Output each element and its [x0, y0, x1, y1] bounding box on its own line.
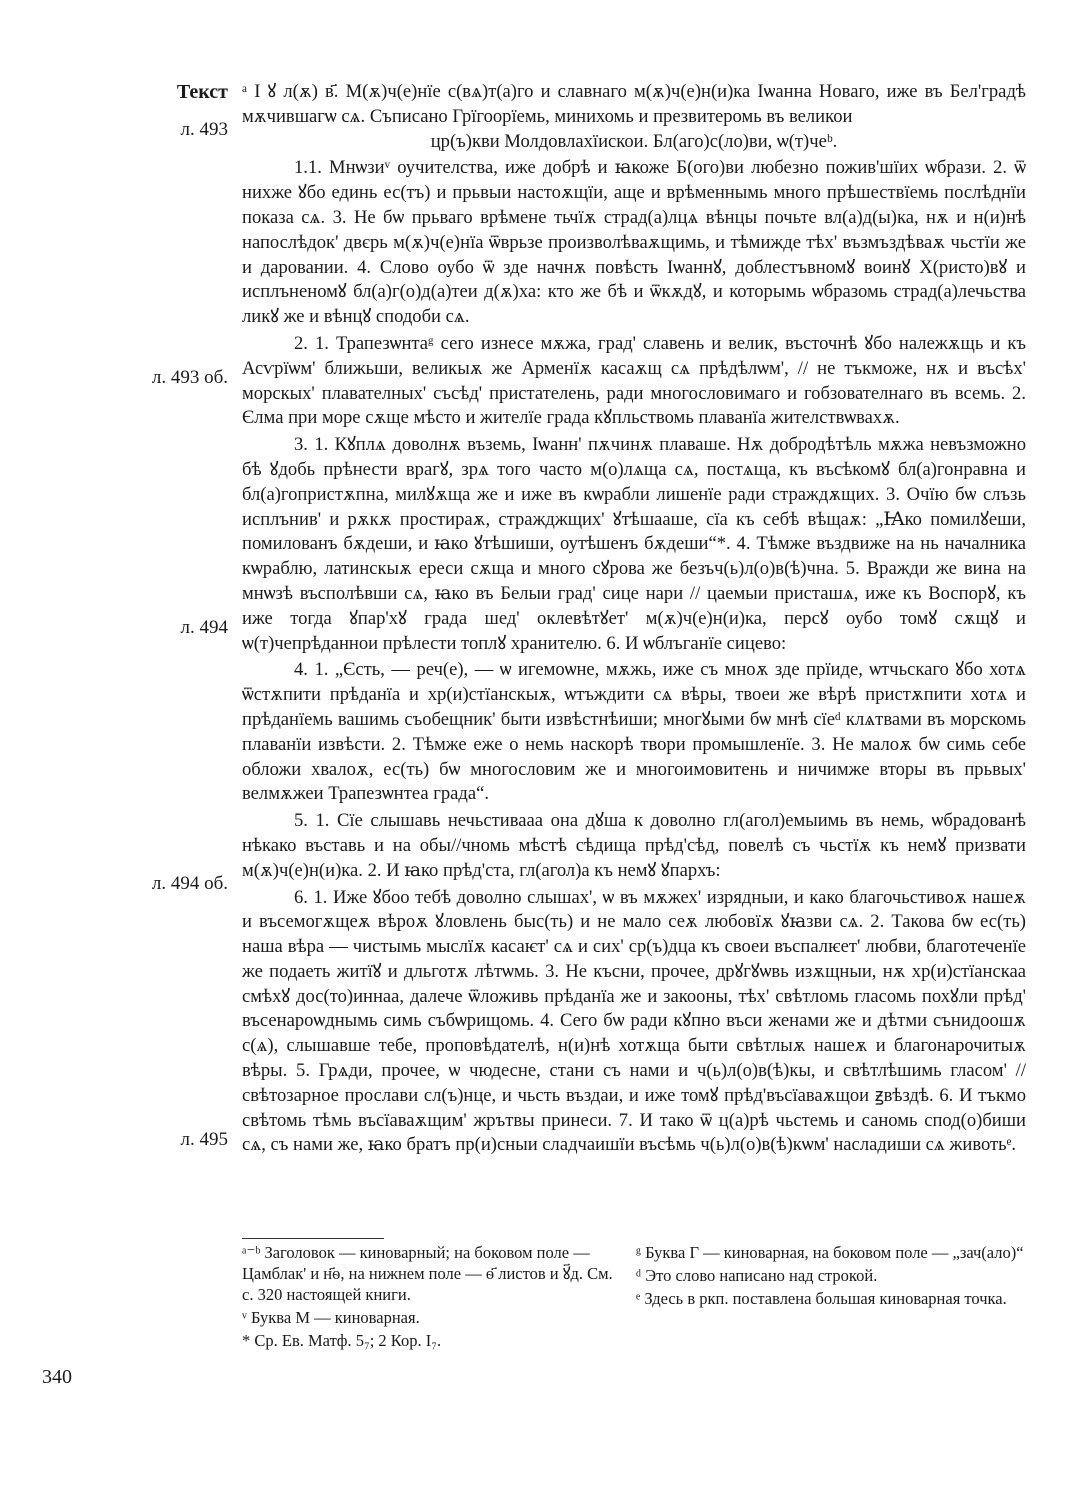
footnote-asterisk: * Ср. Ев. Матф. 5₇; 2 Кор. І₇.	[242, 1331, 442, 1350]
folio-marker-495: л. 495	[180, 1129, 228, 1150]
paragraph-3: 3. 1. Кꙋплѧ доволнѫ въземь, Іѡанн' пѫчинѫ плаваше. Нѫ добродѣтѣль мѫжа невъзможно бѣ ꙋдобь прѣнести врагꙋ, зрѧ того часто м(о)лѧща сѧ, постѧща, къ въсѣкомꙋ бл(а)гонравна и бл(а)гопристѫпна, милꙋѫща же и иже въ кѡрабли лишенїе ради страждѫщих. 3. Очїю бѡ слъзь исплънив' и рѫкѫ простираѫ, стражджщих' ꙋтѣшааше, сїа къ себѣ вѣщаѫ: „Ꙗко помилꙋеши, помилованъ бѫдеши, и ꙗко ꙋтѣшиши, оутѣшенъ бѫдеши“*. 4. Тѣмже въздвиже на нь началника кѡраблю, латинскыѫ ереси сѫща и много сꙋрова же безъч(ь)л(о)в(ѣ)чна. 5. Вражди же вина на мнѡзѣ въсполѣвши сѧ, ꙗко въ Белыи град' сице нари // цаемыи присташѧ, иже къ Воспорꙋ, къ иже тогда ꙋпар'хꙋ града шед' оклевѣтꙋет' м(ѫ)ч(е)н(и)ка, персꙋ оубо томꙋ сѫщꙋ и ѡ(т)чепрѣданнои прѣлести топлꙋ хранителю. 6. И ѡблъганїе сицево:	[242, 434, 1026, 654]
title-line-1: ᵃ І ꙋ л(ѫ) в҃. М(ѫ)ч(е)нїе с(вѧ)т(а)го и славнаго м(ѫ)ч(е)н(и)ка Іѡанна Новаго, иже въ	[242, 81, 943, 102]
paragraph-6: 6. 1. Иже ꙋбоо тебѣ доволно слышах', ѡ въ мѫжех' изрядныи, и како благочьстивоѫ нашеѫ и въсемогѫщеѫ вѣроѫ ꙋловлень быс(ть) и не мало сеѫ любовїѫ ꙋꙗзви сѧ. 2. Такова бѡ ес(ть) наша вѣра — чистымь мыслїѫ касаѥт' сѧ и сих' ср(ъ)дца къ своеи въспалѥет' любви, благотеченїе же подаеть житїꙋ и дльготѫ лѣтѡмь. 3. Не късни, прочее, дрꙋгꙋѡвь изѫщныи, нѫ хр(и)стїанскаа смѣхꙋ дос(то)иннаа, далече ѿложивь прѣданїа же и закооны, тѣх' свѣтломь гласомь похꙋли прѣд' въсенароѡднымь симь събѡрищомь. 4. Сего бѡ ради кꙋпно въси женами же и дѣтми сънидоошѫ с(ѧ), слышавше тебе, проповѣдателѣ, н(и)нѣ хотѫща быти свѣтлыѫ нашеѫ и благонарочитыѫ вѣры. 5. Грѧди, прочее, ѡ чюдесне, стани съ нами и ч(ь)л(о)в(ѣ)кы, и свѣтлѣшимь гласом' // свѣтозарное прослави сл(ъ)нце, и чьсть въздаи, и иже томꙋ прѣд'въсїаваѫщои ꙃвѣздѣ. 6. И тъкмо свѣтомь тѣмь въсїаваѫщим' жрътвы принеси. 7. И тако ѿ ц(а)рѣ чьстемь и саномь спод(о)биши сѧ, съ нами же, ꙗко братъ пр(и)сныи сладчаишїи въсѣмь ч(ь)л(о)в(ѣ)кѡм' насладиши сѧ животьᵉ.	[242, 886, 1026, 1156]
folio-marker-494: л. 494	[180, 617, 228, 638]
footnote-v: ᵛ Буква М — киноварная.	[242, 1308, 420, 1327]
page-number: 340	[42, 1366, 72, 1388]
footnote-rule	[242, 1238, 384, 1239]
main-text-column	[242, 80, 1026, 1160]
paragraph-1: 1.1. Мнѡзиᵛ оучителства, иже добрѣ и ꙗкоже Б(ого)ви любезно пожив'шїих ѡбрази. 2. ѿ нихже ꙋбо единь ес(тъ) и прьвыи настоѫщїи, аще и врѣменнымь много прѣшествїемь послѣднїи показа сѧ. 3. Не бѡ прьваго врѣмене тьчїѫ страд(а)лцѧ вѣнцы почьте вл(а)д(ы)ка, нѫ и н(и)нѣ напослѣдок' двєрь м(ѫ)ч(е)нїа ѿврьзе произволѣваѫщимь, и тѣмижде тѣх' възмъздѣваѫ чьстїи же и даровании. 4. Слово оубо ѿ зде начнѫ повѣсть Іѡаннꙋ, доблестъвномꙋ воинꙋ Х(ристо)вꙋ и исплъненомꙋ бл(а)г(о)д(а)теи д(ѫ)ха: кто же бѣ и ѿкѫдꙋ, и которымь ѡбразомь страд(а)лечьства ликꙋ же и вѣнцꙋ сподоби сѧ.	[242, 157, 1026, 328]
title-line-3: цр(ъ)кви Молдовлахїискои. Бл(аго)с(ло)ви, ѡ(т)чеᵇ.	[430, 130, 838, 152]
paragraph-4: 4. 1. „Єсть, — реч(е), — ѡ игемоѡне, мѫжь, иже съ мноѫ зде прїиде, ѡтчьскаго ꙋбо хотѧ ѿстѫпити прѣданїа и хр(и)стїанскыѫ, ѡтъждити сѧ вѣры, твоеи же вѣрѣ пристѫпити хотѧ и прѣданїемь вашимь съобещник' быти извѣстнѣиши; многꙋыми бѡ мнѣ сїеᵈ клѧтвами въ морскомь плаванїи извѣсти. 2. Тѣмже еже о немь наскорѣ твори промышленїе. 3. Не малоѫ бѡ симь себе обложи хвалоѫ, ес(ть) бѡ многословим же и многоимовитень и ничимже вторы въ прьвых' велмѫжеи Трапезѡнтеа града“.	[242, 659, 1026, 805]
footnote-a-b: ᵃ⁻ᵇ Заголовок — киноварный; на боковом поле — Цамблак' и н҃ѳ, на нижнем поле — ѳ҃ листов и ꙋ҃д. См. с. 320 настоящей книги.	[242, 1243, 613, 1304]
footnote-d: ᵈ Это слово написано над строкой.	[636, 1266, 878, 1285]
title-heading	[242, 80, 1026, 154]
footnote-g: ᵍ Буква Г — киноварная, на боковом поле — „зач(ало)“	[636, 1243, 1024, 1262]
footnotes-right	[636, 1242, 1024, 1311]
folio-marker-493v: л. 493 об.	[151, 367, 228, 388]
folio-marker-494v: л. 494 об.	[151, 873, 228, 894]
folio-marker-493: л. 493	[180, 119, 228, 140]
footnotes-left	[242, 1242, 614, 1353]
footnote-e: ᵉ Здесь в ркп. поставлена большая киноварная точка.	[636, 1289, 1007, 1308]
title-line-2: Бел'градѣ мѫчившагѡ сѧ. Съписано Грїгоорїемь, минихомь и презвитеромь въ великои	[242, 81, 1026, 127]
paragraph-2: 2. 1. Трапезѡнтаᵍ сего изнесе мѫжа, град' славень и велик, въсточнѣ ꙋбо належѫщь и къ Асѵрїѡм' ближьши, великыѫ же Арменїѫ касаѫщ сѧ прѣдѣлѡм', // не тъкможе, нѫ и въсѣх' морскых' плавателных' съсѣд' пристателень, ради многословимаго и гобзователнаго въ всемь. 2. Єлма при море сѫще мѣсто и жителїе града кꙋпльствомь плаванїа жителствѡвахѫ.	[242, 332, 1026, 429]
margin-label-text: Текст	[176, 81, 228, 103]
paragraph-5: 5. 1. Сїе слышавь нечьстивааа она дꙋша к доволно гл(агол)емыимь въ немь, ѡбрадованѣ нѣкако въставь и на обы//чномь мѣстѣ сѣдища прѣд'сѣд, повелѣ съ чьстїѫ къ немꙋ призвати м(ѫ)ч(е)н(и)ка. 2. И ꙗко прѣд'ста, гл(агол)а къ немꙋ ꙋпархъ:	[242, 810, 1026, 881]
